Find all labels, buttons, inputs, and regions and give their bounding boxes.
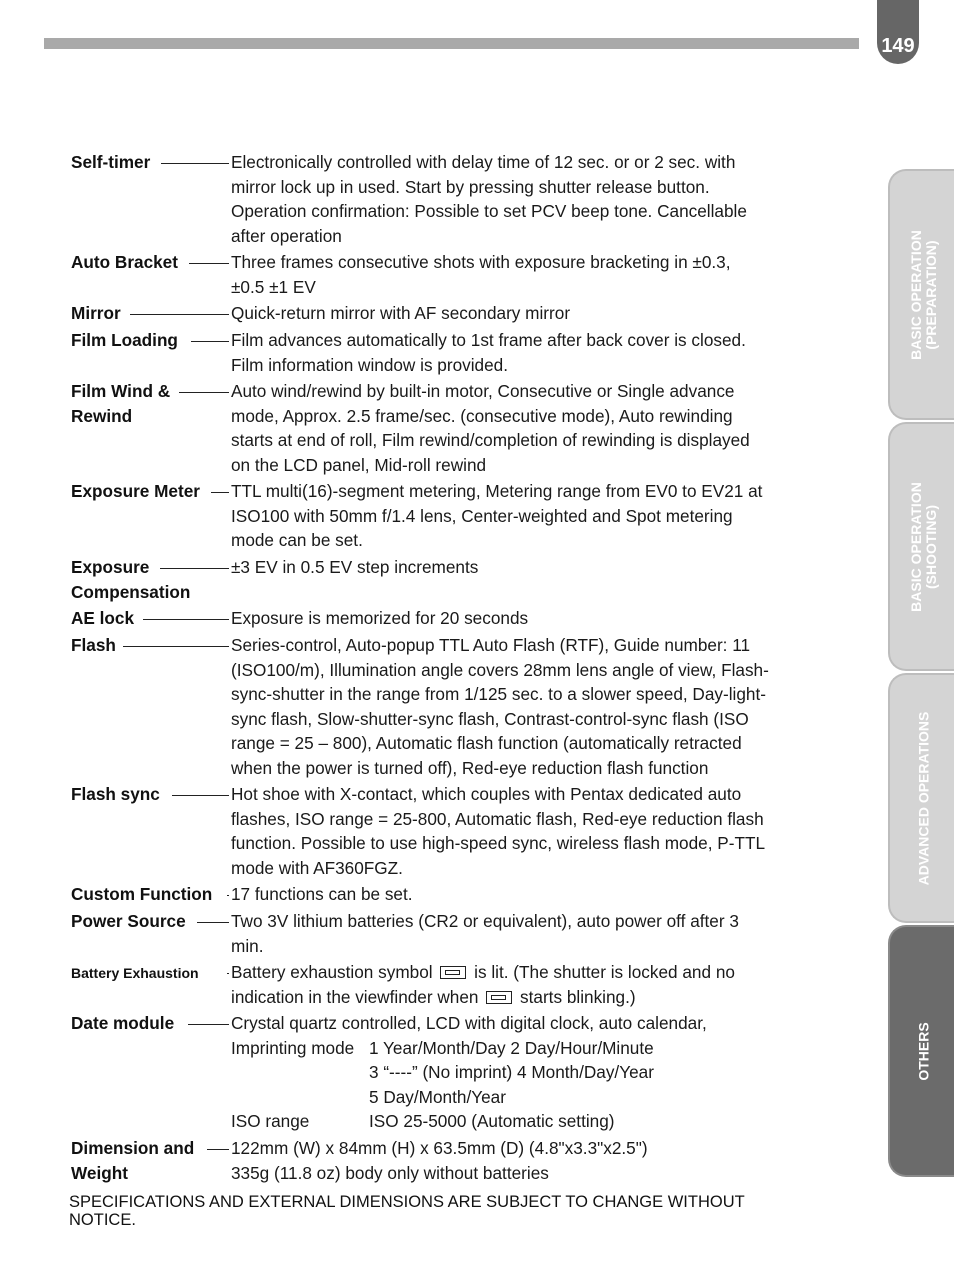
battery-icon [486,991,512,1004]
spec-term: Exposure Meter [71,481,203,501]
tab-basic-operation-preparation[interactable] [888,169,954,420]
spec-description: Electronically controlled with delay time of 12 sec. or or 2 sec. with mirror lock up in used. Start by pressing shutter release button. Operation confirmation: Possible to set PCV beep tone. Cancellable after operation [231,152,747,246]
spec-film-wind-rewind [71,379,821,477]
spec-dimension-weight [71,1136,821,1185]
spec-mirror [71,301,821,326]
spec-description: Auto wind/rewind by built-in motor, Consecutive or Single advance mode, Approx. 2.5 frame/sec. (consecutive mode), Auto rewinding starts at end of roll, Film rewind/completion of rewinding is displayed on the LCD panel, Mid-roll rewind [231,381,750,475]
spec-description: Exposure is memorized for 20 seconds [231,608,529,629]
battery-icon [440,966,466,979]
spec-description: Hot shoe with X-contact, which couples with Pentax dedicated auto flashes, ISO range = 25-800, Automatic flash, Red-eye reduction flash function. Possible to use high-speed sync, wireless flash mode, P-TTL mode with AF360FGZ. [231,784,766,878]
tab-basic-operation-shooting[interactable] [888,422,954,671]
spec-term: Exposure [71,557,152,577]
spec-term: Film Wind & [71,381,173,401]
spec-description: Crystal quartz controlled, LCD with digital clock, auto calendar, Imprinting mode 1 Year/Month/Day 2 Day/Hour/Minute 3 “----” (No imprint) 4 Month/Day/Year 5 Day/Month/Year ISO range ISO 25-5000 (Automatic setting) [231,1013,707,1132]
tab-label: OTHERS [915,1021,932,1081]
spec-custom-function [71,882,821,907]
spec-description: Two 3V lithium batteries (CR2 or equivalent), auto power off after 3 min. [231,911,739,956]
spec-term: Self-timer [71,152,153,172]
tab-others[interactable] [888,925,954,1177]
spec-term: AE lock [71,608,137,628]
spec-term: Dimension and [71,1138,197,1158]
specifications-notice: SPECIFICATIONS AND EXTERNAL DIMENSIONS ARE SUBJECT TO CHANGE WITHOUT NOTICE. [69,1193,745,1229]
tab-label: BASIC OPERATION (PREPARATION) [908,229,940,360]
page-number-tab [877,0,919,64]
spec-term: Rewind [71,405,133,426]
spec-description: Quick-return mirror with AF secondary mirror [231,303,571,324]
spec-term: Flash [71,635,119,655]
spec-self-timer [71,150,821,248]
spec-description: Three frames consecutive shots with exposure bracketing in ±0.3, ±0.5 ±1 EV [231,252,731,297]
page-number: 149 [881,35,915,57]
spec-flash-sync [71,782,821,880]
spec-ae-lock [71,606,821,631]
spec-term: Compensation [71,581,191,602]
spec-term: Weight [71,1162,128,1183]
spec-term: Power Source [71,911,189,931]
spec-term: Mirror [71,303,124,323]
spec-description: 122mm (W) x 84mm (H) x 63.5mm (D) (4.8"x3.3"x2.5") 335g (11.8 oz) body only without batteries [231,1138,648,1183]
spec-auto-bracket [71,250,821,299]
header-bar [44,38,859,49]
spec-date-module [71,1011,821,1134]
tab-label: ADVANCED OPERATIONS [915,711,932,885]
spec-term: Auto Bracket [71,252,181,272]
spec-description: TTL multi(16)-segment metering, Metering range from EV0 to EV21 at ISO100 with 50mm f/1.4 lens, Center-weighted and Spot metering mode can be set. [231,481,763,551]
spec-term: Battery Exhaustion [71,965,202,981]
spec-description: Battery exhaustion symbol is lit. (The shutter is locked and no indication in the viewfinder when starts blinking.) [231,962,735,1007]
spec-film-loading [71,328,821,377]
spec-power-source [71,909,821,958]
spec-flash [71,633,821,780]
tab-label: BASIC OPERATION (SHOOTING) [908,481,940,612]
spec-exposure-meter [71,479,821,553]
spec-term: Date module [71,1013,177,1033]
spec-description: Film advances automatically to 1st frame after back cover is closed. Film information window is provided. [231,330,746,375]
tab-advanced-operations[interactable] [888,673,954,923]
spec-description: 17 functions can be set. [231,884,413,905]
spec-description: ±3 EV in 0.5 EV step increments [231,557,479,578]
spec-term: Custom Function [71,884,215,904]
spec-battery-exhaustion [71,960,821,1009]
specifications-list [71,150,821,1187]
spec-term: Film Loading [71,330,181,350]
spec-term: Flash sync [71,784,163,804]
spec-description: Series-control, Auto-popup TTL Auto Flash (RTF), Guide number: 11 (ISO100/m), Illumination angle covers 28mm lens angle of view, Flash- sync-shutter in the range from 1/125 sec. to a slower speed, Day-light- sync flash, Slow-shutter-sync flash, Contrast-control-sync flash (ISO range = 25 – 800), Automatic flash function (automatically retracted when the power is turned off), Red-eye reduction flash function [231,635,769,778]
spec-exposure-compensation [71,555,821,604]
